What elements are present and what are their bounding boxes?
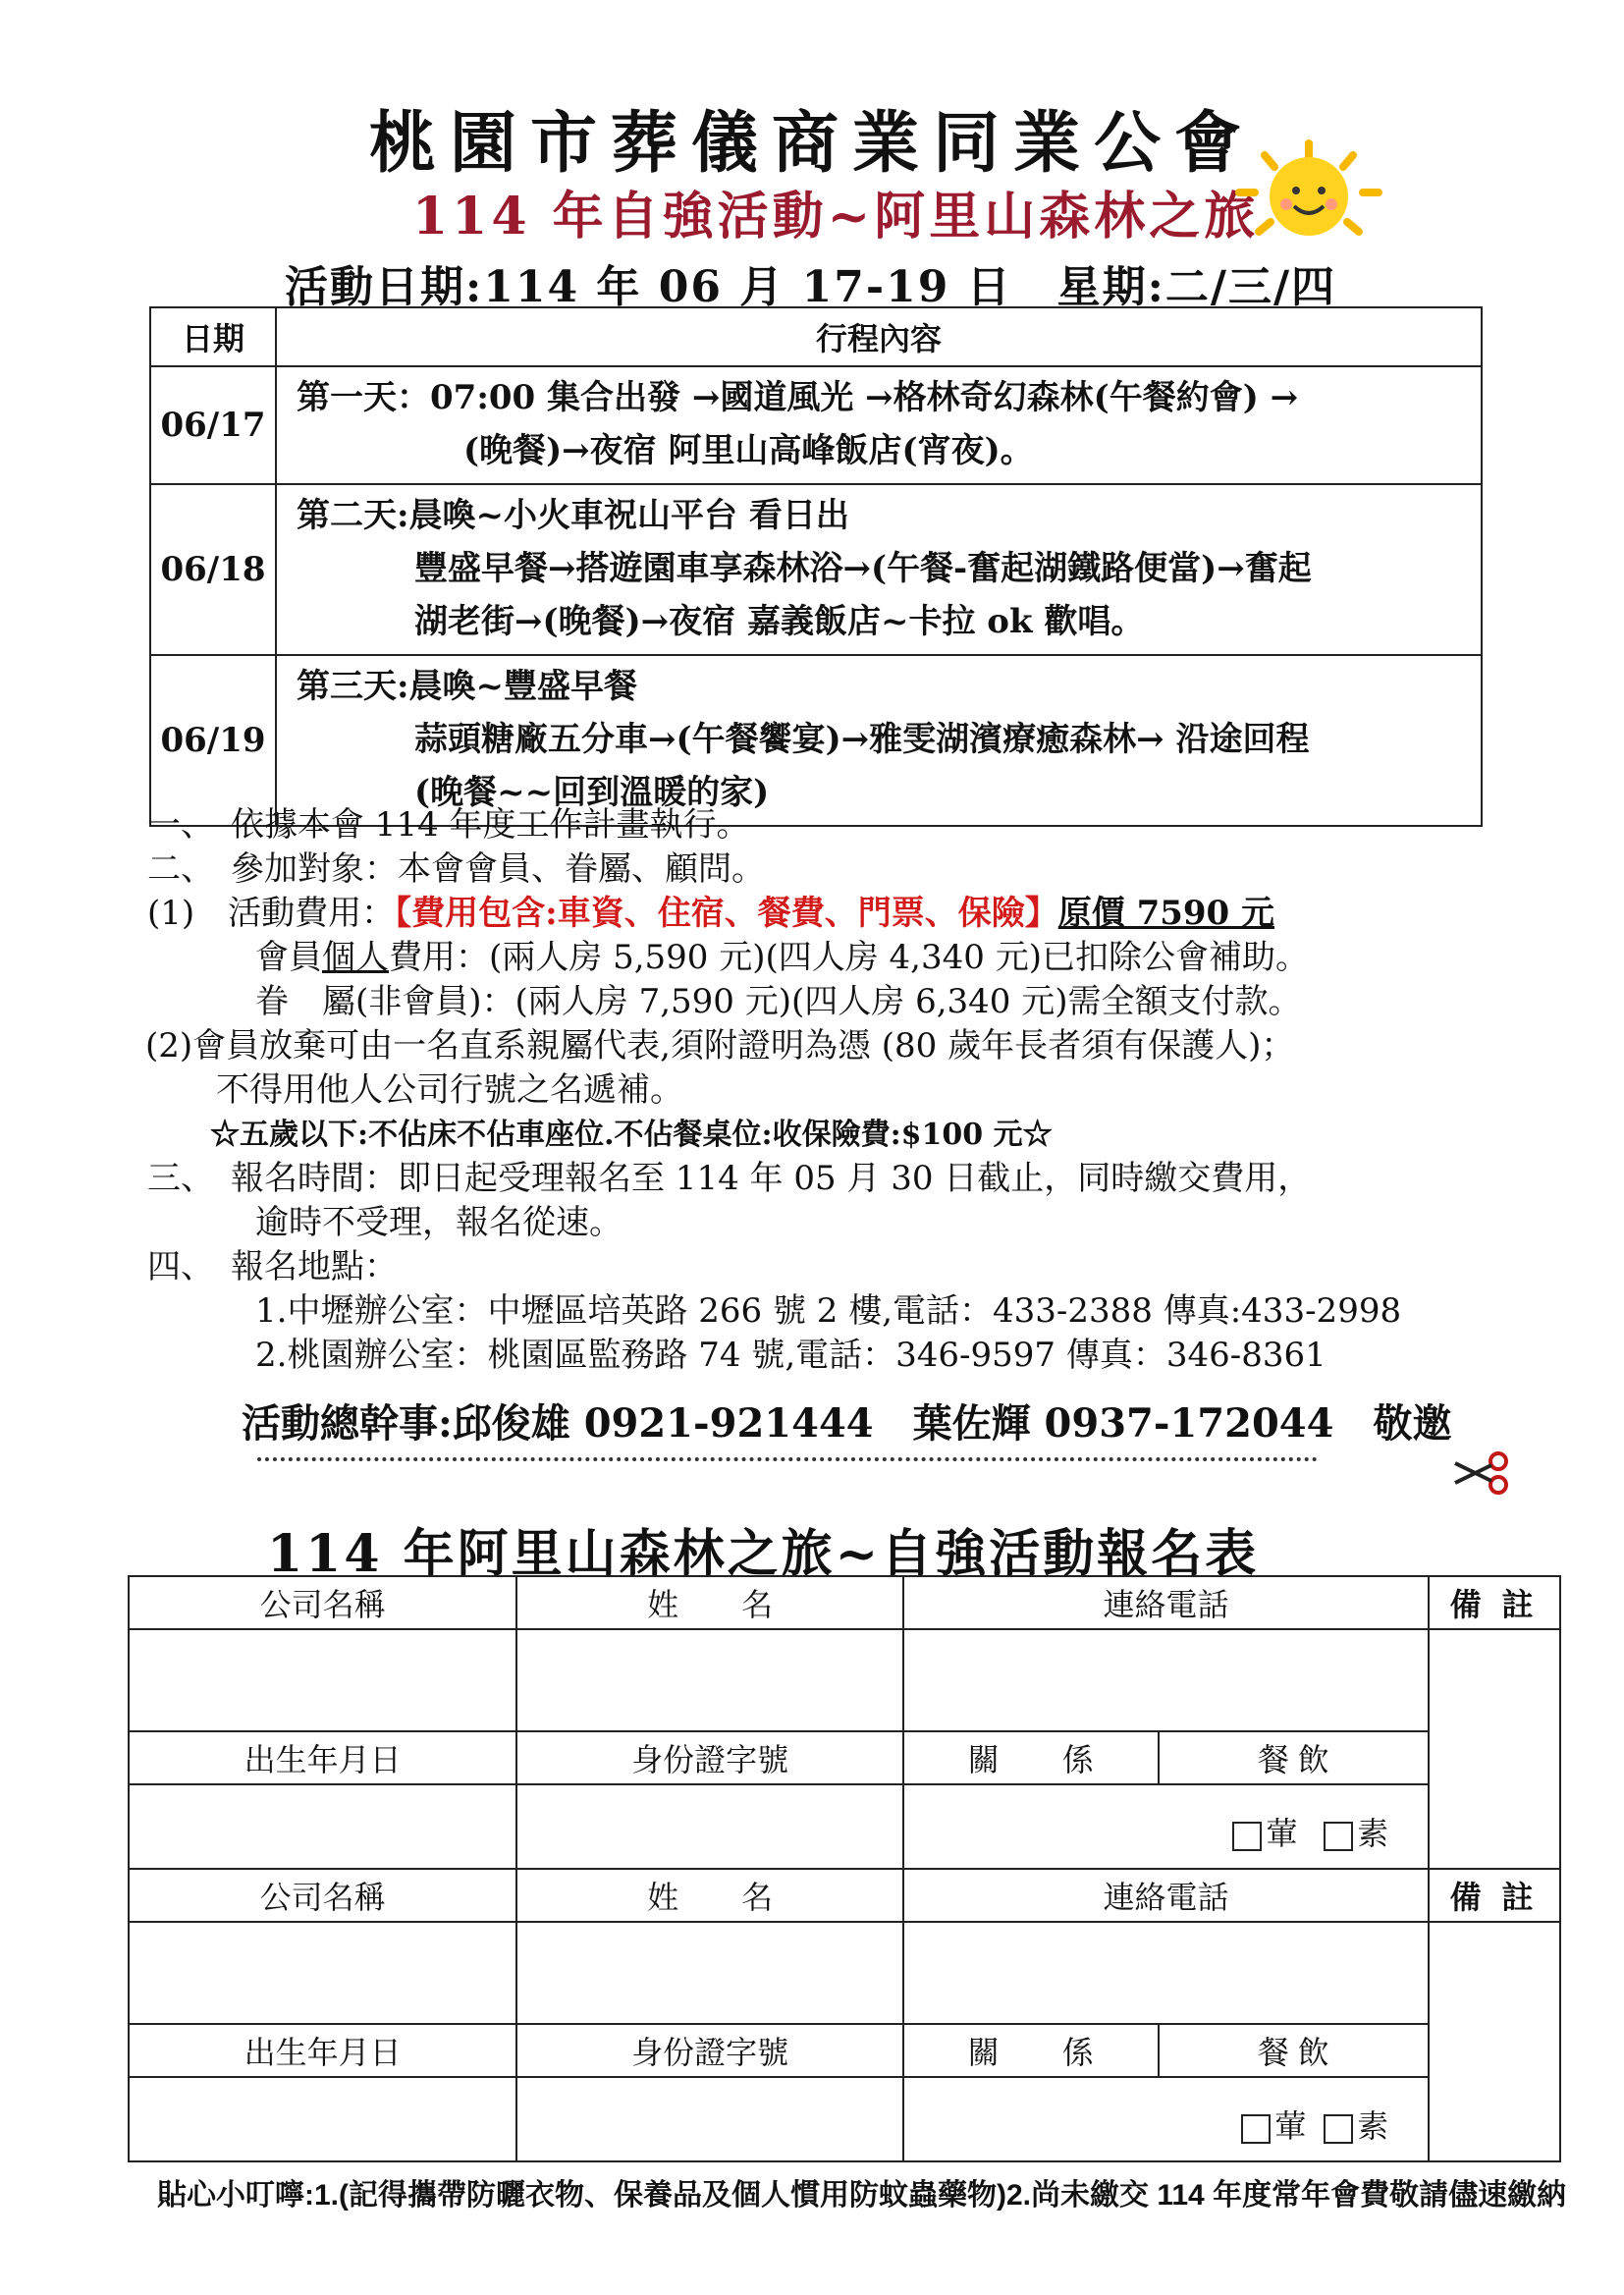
birth-label: 出生年月日 (129, 1731, 516, 1784)
reminder: 貼心小叮嚀:1.(記得攜帶防曬衣物、保養品及個人慣用防蚊蟲藥物)2.尚未繳交 114 年度常年會費敬請儘速繳納 (157, 2179, 1567, 2212)
note-location: 四、 報名地點： (147, 1247, 398, 1286)
diet-options: 葷 素 (903, 1784, 1429, 1869)
diet-label: 餐 飲 (1159, 2024, 1430, 2077)
schedule-line: 第三天:晨喚~豐盛早餐 (297, 667, 638, 706)
relation-label: 關 係 (903, 1731, 1159, 1784)
schedule-row (150, 484, 1482, 655)
phone-label: 連絡電話 (903, 1869, 1429, 1922)
id-field[interactable] (516, 2077, 902, 2161)
event-date: 活動日期:114 年 06 月 17-19 日 星期:二/三/四 (285, 262, 1337, 312)
diet-label: 餐 飲 (1159, 1731, 1430, 1784)
schedule-line: 第二天:晨喚~小火車祝山平台 看日出 (297, 496, 849, 535)
schedule-row (150, 366, 1482, 484)
form-title: 114 年阿里山森林之旅~自強活動報名表 (267, 1524, 1260, 1584)
note-substitute-2: 不得用他人公司行號之名遞補。 (216, 1070, 683, 1110)
note-registration-2: 逾時不受理，報名從速。 (255, 1203, 623, 1242)
schedule-date: 06/17 (150, 366, 276, 484)
relation-label: 關 係 (903, 2024, 1159, 2077)
name-label: 姓 名 (516, 1869, 902, 1922)
schedule-table (149, 306, 1483, 827)
birth-field[interactable] (129, 2077, 516, 2161)
fee-original-price: 原價 7590 元 (1057, 894, 1275, 933)
sun-icon (1225, 136, 1392, 253)
note-registration: 三、 報名時間：即日起受理報名至 114 年 05 月 30 日截止，同時繳交費用， (147, 1159, 1312, 1198)
event-title: 114 年自強活動~阿里山森林之旅 (412, 187, 1260, 246)
note-basis: 一、 依據本會 114 年度工作計畫執行。 (147, 805, 750, 845)
id-field[interactable] (516, 1784, 902, 1869)
remark-label: 備 註 (1429, 1869, 1560, 1922)
name-field[interactable] (516, 1922, 902, 2024)
schedule-date: 06/18 (150, 484, 276, 655)
phone-field[interactable] (903, 1922, 1429, 2024)
note-child: ☆五歲以下:不佔床不佔車座位.不佔餐桌位:收保險費:$100 元☆ (210, 1118, 1053, 1152)
birth-label: 出生年月日 (129, 2024, 516, 2077)
contact-line: 活動總幹事:邱俊雄 0921-921444 葉佐輝 0937-172044 敬邀 (242, 1400, 1452, 1447)
remark-label: 備 註 (1429, 1576, 1560, 1629)
office-taoyuan: 2.桃園辦公室：桃園區監務路 74 號,電話：346-9597 傳真：346-8361 (255, 1336, 1326, 1375)
schedule-date: 06/19 (150, 655, 276, 826)
schedule-line: 蒜頭糖廠五分車→(午餐饗宴)→雅雯湖濱療癒森林→ 沿途回程 (414, 720, 1310, 759)
schedule-line: 湖老街→(晚餐)→夜宿 嘉義飯店~卡拉 ok 歡唱。 (414, 602, 1145, 641)
fee-label: (1) 活動費用： (147, 894, 396, 933)
schedule-line: 豐盛早餐→搭遊園車享森林浴→(午餐-奮起湖鐵路便當)→奮起 (414, 549, 1312, 588)
company-label: 公司名稱 (129, 1576, 516, 1629)
company-field[interactable] (129, 1922, 516, 2024)
fee-included: 【費用包含:車資、住宿、餐費、門票、保險】 (395, 894, 1058, 933)
scissors-icon (1449, 1449, 1512, 1497)
remark-field[interactable] (1429, 1629, 1560, 1869)
cut-line (257, 1457, 1318, 1461)
note-participants: 二、 參加對象：本會會員、眷屬、顧問。 (147, 849, 765, 889)
meat-checkbox[interactable] (1241, 2114, 1271, 2144)
id-label: 身份證字號 (516, 2024, 902, 2077)
name-field[interactable] (516, 1629, 902, 1731)
note-substitute: (2)會員放棄可由一名直系親屬代表,須附證明為憑 (80 歲年長者須有保護人)； (145, 1026, 1295, 1066)
notes-section (147, 803, 1502, 1378)
registration-form (128, 1575, 1561, 2162)
birth-field[interactable] (129, 1784, 516, 1869)
note-family-fee: 眷 屬(非會員)：(兩人房 7,590 元)(四人房 6,340 元)需全額支付款。 (255, 982, 1302, 1021)
schedule-line: (晚餐)→夜宿 阿里山高峰飯店(宵夜)。 (463, 431, 1034, 470)
company-label: 公司名稱 (129, 1869, 516, 1922)
veg-checkbox[interactable] (1324, 2114, 1353, 2144)
phone-field[interactable] (903, 1629, 1429, 1731)
office-zhongli: 1.中壢辦公室：中壢區培英路 266 號 2 樓,電話：433-2388 傳真:433-2998 (255, 1291, 1402, 1331)
org-title: 桃園市葬儀商業同業公會 (368, 104, 1255, 183)
note-member-fee: 會員個人費用：(兩人房 5,590 元)(四人房 4,340 元)已扣除公會補助。 (255, 938, 1309, 977)
company-field[interactable] (129, 1629, 516, 1731)
id-label: 身份證字號 (516, 1731, 902, 1784)
schedule-line: (晚餐~~回到溫暖的家) (414, 773, 770, 812)
diet-options: 葷 素 (903, 2077, 1429, 2161)
veg-checkbox[interactable] (1324, 1822, 1353, 1851)
date-header: 日期 (150, 307, 276, 366)
phone-label: 連絡電話 (903, 1576, 1429, 1629)
content-header: 行程內容 (276, 307, 1482, 366)
note-fee (147, 892, 1502, 936)
schedule-line: 第一天：07:00 集合出發 →國道風光 →格林奇幻森林(午餐約會) → (297, 378, 1299, 417)
schedule-row (150, 655, 1482, 826)
remark-field[interactable] (1429, 1922, 1560, 2161)
meat-checkbox[interactable] (1232, 1822, 1262, 1851)
name-label: 姓 名 (516, 1576, 902, 1629)
